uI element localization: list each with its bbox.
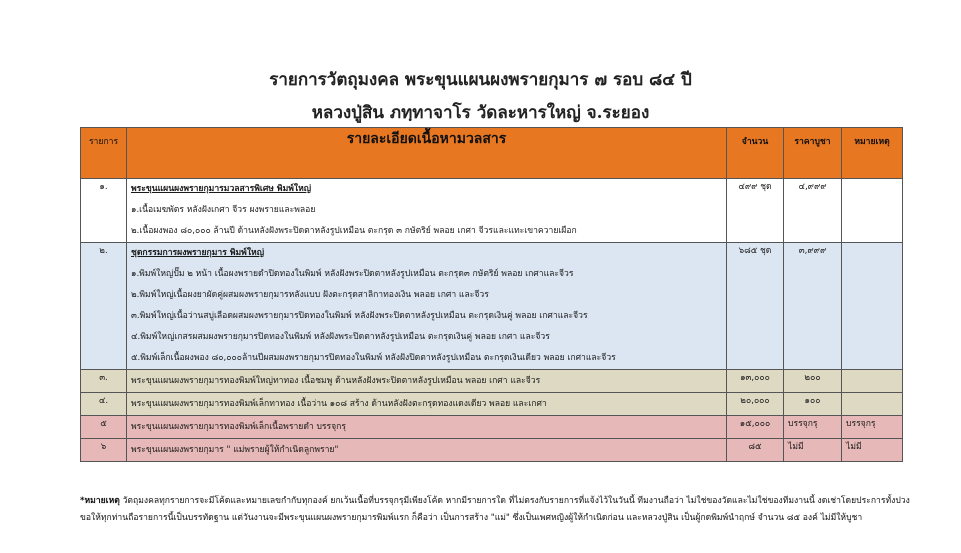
page-subtitle: หลวงปู่สิน ภทฺทาจาโร วัดละหารใหญ่ จ.ระยอง — [311, 103, 650, 123]
row-description — [127, 179, 727, 243]
row-heading: พระขุนแผนผงพรายกุมารมวลสารพิเศษ พิมพ์ใหญ่ — [131, 184, 312, 194]
table-header-row — [81, 128, 903, 179]
header-quantity: จำนวน — [727, 128, 784, 179]
row-note: ไม่มี — [842, 439, 903, 462]
row-description — [127, 243, 727, 370]
row-quantity: ๑๕,๐๐๐ — [727, 416, 784, 439]
row-quantity: ๔๙๙ ชุด — [727, 179, 784, 243]
row-number: ๑. — [81, 179, 127, 243]
row-line: ๓.พิมพ์ใหญ่เนื้อว่านสบู่เลือดผสมผงพรายกุมารปิดทองในพิมพ์ หลังฝังพระปิดตาหลังรูปเหมือน ตะกรุดเงินคู่ พลอย เกศาและจีวร — [131, 311, 588, 321]
header-description: รายละเอียดเนื้อหามวลสาร — [127, 128, 727, 179]
row-note — [842, 179, 903, 243]
row-note — [842, 370, 903, 393]
row-price: ๑๐๐ — [784, 393, 842, 416]
table-row — [81, 370, 903, 393]
row-heading: ชุดกรรมการผงพรายกุมาร พิมพ์ใหญ่ — [131, 248, 265, 258]
row-description — [127, 370, 727, 393]
row-quantity: ๒๐,๐๐๐ — [727, 393, 784, 416]
table-row — [81, 439, 903, 462]
row-price: บรรจุกรุ — [784, 416, 842, 439]
row-description — [127, 416, 727, 439]
footnote-label: *หมายเหตุ — [80, 496, 120, 506]
row-number: ๔. — [81, 393, 127, 416]
row-price: ไม่มี — [784, 439, 842, 462]
header-no: รายการ — [81, 128, 127, 179]
footnote — [80, 493, 910, 527]
row-number: ๓. — [81, 370, 127, 393]
row-note — [842, 393, 903, 416]
row-line: ๑.พิมพ์ใหญ่ปั๊ม ๒ หน้า เนื้อผงพรายดำปิดทองในพิมพ์ หลังฝังพระปิดตาหลังรูปเหมือน ตะกรุด๓ กษัตริย์ พลอย เกศาและจีวร — [131, 269, 574, 279]
table-row — [81, 393, 903, 416]
row-price: ๔,๙๙๙ — [784, 179, 842, 243]
row-quantity: ๘๕ — [727, 439, 784, 462]
row-note: บรรจุกรุ — [842, 416, 903, 439]
row-number: ๖ — [81, 439, 127, 462]
row-number: ๕ — [81, 416, 127, 439]
row-line: ๒.พิมพ์ใหญ่เนื้อผงยาผัดคู่ผสมผงพรายกุมารหลังแบบ ฝังตะกรุดสาลิกาทองเงิน พลอย เกศา และจีวร — [131, 290, 489, 300]
row-line: ๔.พิมพ์ใหญ่เกสรผสมผงพรายกุมารปิดทองในพิมพ์ หลังฝังพระปิดตาหลังรูปเหมือน ตะกรุดเงินคู่ พลอย เกศา และจีวร — [131, 332, 550, 342]
table-row — [81, 243, 903, 370]
table-row — [81, 416, 903, 439]
row-quantity: ๑๓,๐๐๐ — [727, 370, 784, 393]
row-description — [127, 439, 727, 462]
row-text: พระขุนแผนผงพรายกุมารทองพิมพ์เล็กทาทอง เนื้อว่าน ๑๐๘ สร้าง ด้านหลังฝังตะกรุดทองแดงเดียว พลอย และเกศา — [131, 399, 547, 409]
row-quantity: ๖๘๕ ชุด — [727, 243, 784, 370]
row-line: ๒.เนื้อผงพอง ๘๐,๐๐๐ ล้านปี ด้านหลังฝังพระปิดตาหลังรูปเหมือน ตะกรุด ๓ กษัตริย์ พลอย เกศา จีวรและแทะเขาควายเผือก — [131, 226, 577, 236]
row-description — [127, 393, 727, 416]
footnote-text: วัตถุมงคลทุกรายการจะมีโค้ดและหมายเลขกำกับทุกองค์ ยกเว้นเนื้อที่บรรจุกรุมีเพียงโค้ด หากมีรายการใด ที่ไม่ตรงกับรายการที่แจ้งไว้ในวันนี้ ทีมงานถือว่า ไม่ใช่ของวัดและไม่ใช่ของทีมงานนี้ งดเช่าโดยประการทั้งปวง ขอให้ทุกท่านถือรายการนี้เป็นบรรทัดฐาน แต่วันงานจะมีพระขุนแผนผงพรายกุมารพิมพ์แรก ก็คือว่า เป็นการสร้าง "แม่" ซึ่งเป็นเพศหญิงผู้ให้กำเนิดก่อน และหลวงปู่สิน เป็นผู้กดพิมพ์นำฤกษ์ จำนวน ๘๕ องค์ ไม่มีให้บูชา — [80, 496, 910, 523]
row-price: ๓,๙๙๙ — [784, 243, 842, 370]
row-text: พระขุนแผนผงพรายกุมารทองพิมพ์เล็กเนื้อพรายดำ บรรจุกรุ — [131, 422, 346, 432]
row-text: พระขุนแผนผงพรายกุมารทองพิมพ์ใหญ่ทาทอง เนื้อชมพู ด้านหลังฝังพระปิดตาหลังรูปเหมือน พลอย เกศา และจีวร — [131, 376, 541, 386]
header-price: ราคาบูชา — [784, 128, 842, 179]
header-note: หมายเหตุ — [842, 128, 903, 179]
items-table — [80, 127, 903, 462]
row-price: ๒๐๐ — [784, 370, 842, 393]
row-line: ๑.เนื้อเมฆพัตร หลังฝังเกศา จีวร ผงพรายและพลอย — [131, 205, 316, 215]
table-row — [81, 179, 903, 243]
row-number: ๒. — [81, 243, 127, 370]
page-title: รายการวัตถุมงคล พระขุนแผนผงพรายกุมาร ๗ รอบ ๘๔ ปี — [269, 70, 692, 90]
row-line: ๕.พิมพ์เล็กเนื้อผงพอง ๘๐,๐๐๐ล้านปีผสมผงพรายกุมารปิดทองในพิมพ์ หลังฝังปิดตาหลังรูปเหมือน ตะกรุดเงินเดียว พลอย เกศาและจีวร — [131, 353, 616, 363]
row-note — [842, 243, 903, 370]
row-text: พระขุนแผนผงพรายกุมาร " แม่พรายผู้ให้กำเนิดลูกพราย" — [131, 445, 339, 455]
